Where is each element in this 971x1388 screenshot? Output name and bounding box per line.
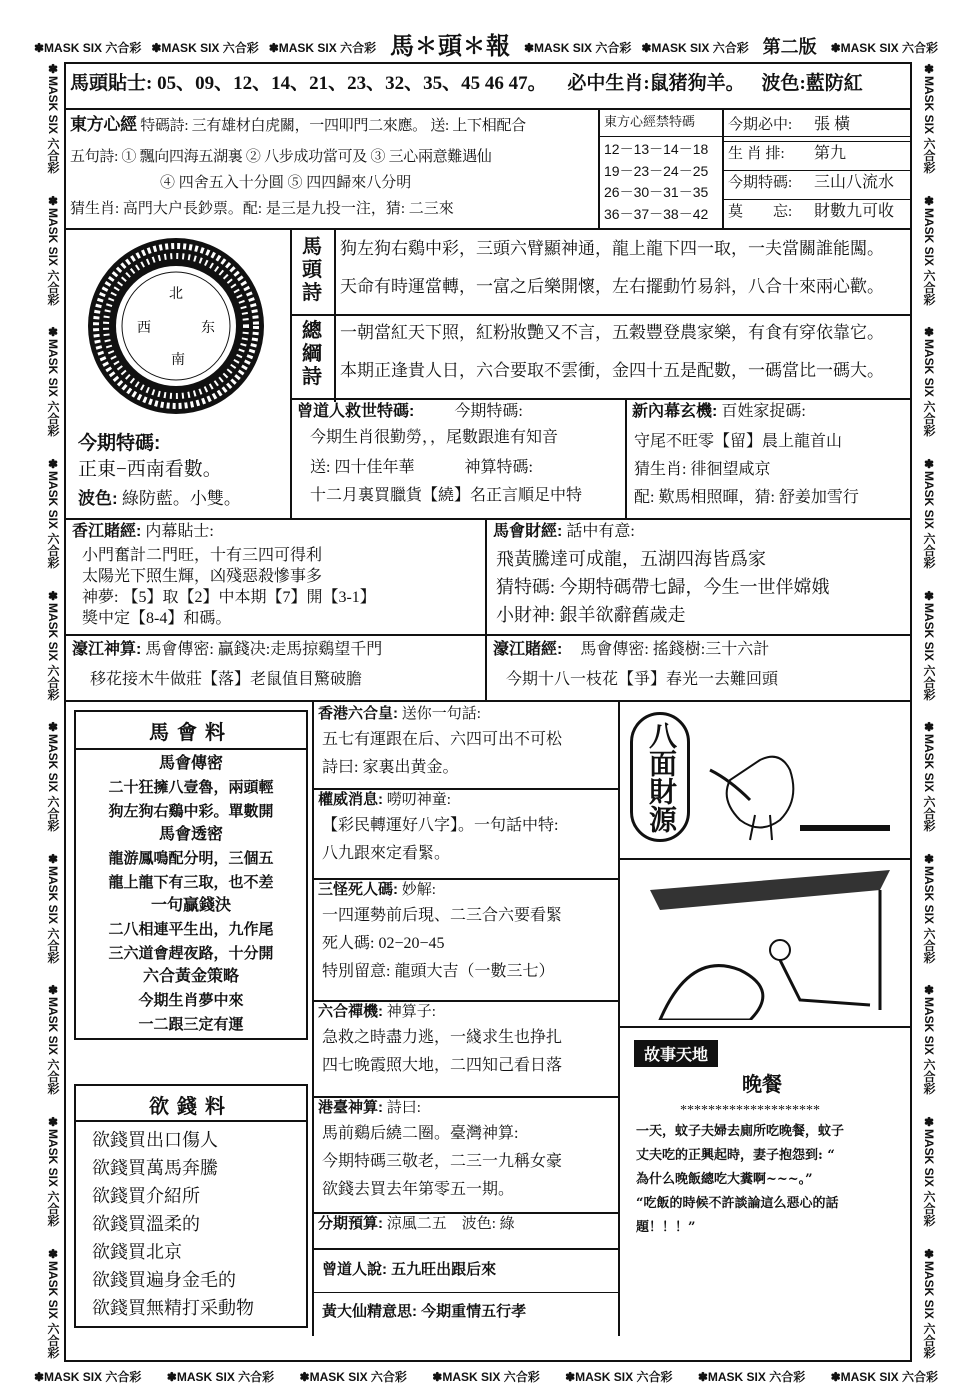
yuqian-line: 欲錢買無精打采動物 [92,1298,254,1318]
frame-text: ✽MASK SIX 六合彩 [268,40,377,55]
poem-label: 總綱詩 [302,320,322,388]
mahui-liao-line: 二十狂擁八壹魯，兩頭輕 [108,778,274,796]
middle-title: 三怪死人碼: [318,881,398,898]
frame-text: ✽MASK SIX 六合彩 [922,1246,936,1358]
middle-line: 死人碼: 02−20−45 [322,935,445,952]
story-line: 為什么晚飯總吃大糞啊~~~。” [636,1172,813,1187]
forbidden-number-row: 19－23－24－25 [604,162,709,179]
poem-line: 狗左狗右鷄中彩，三頭六臂顯神通，龍上龍下四一取，一夫當關誰能闖。 [340,239,884,258]
frame-text: ✽MASK SIX 六合彩 [46,193,60,305]
eastern-guess: 猜生肖: 高門大户長鈔票。配: 是三是九投一注，猜: 二三來 [70,201,454,217]
middle-header [318,704,481,725]
divider [722,141,912,142]
middle-header [318,880,436,901]
side-info-label: 今期必中: [728,117,793,133]
frame-text: ✽MASK SIX 六合彩 [46,62,60,174]
xiangjiang-title: 香江賭經: [72,523,142,540]
mahui-liao-head: 六合黃金策略 [142,968,239,985]
story-divider: ******************** [680,1103,820,1118]
middle-sub: 嘮叨神童: [386,792,451,808]
special-color-label: 波色: [78,489,118,508]
forbidden-number-row: 12－13－14－18 [604,141,709,157]
divider [722,199,912,200]
middle-line: 馬前鷄后繞二圈。臺灣神算: [322,1125,519,1142]
poem-line: 一朝當紅天下照，紅粉妝艷又不言，五穀豐登農家樂，有食有穿依靠它。 [340,323,884,342]
zengdao-sub2: 神算特碼: [464,459,533,476]
mahui-liao-title: 馬會料 [149,722,233,744]
frame-text: ✽MASK SIX 六合彩 [46,588,60,700]
title-char: 報 [486,33,511,60]
story-line: 一天，蚊子夫婦去廁所吃晚餐，蚊子 [636,1124,845,1139]
middle-sub: 妙解: [401,882,436,898]
middle-sub: 送你一句話: [401,706,481,722]
middle-line: 特別留意: 龍頭大吉（一數三七） [322,963,555,980]
xiangjiang-sub: 内幕貼士: [145,523,214,540]
frame-text: ✽MASK SIX 六合彩 [46,1246,60,1358]
frame-text: ✽MASK SIX 六合彩 [46,1115,60,1227]
middle-line: 【彩民轉運好八字】。一句話中特: [322,817,559,834]
frame-text: ✽MASK SIX 六合彩 [46,720,60,832]
haojiang-du-line: 今期十八一枝花【爭】春光一去難回頭 [506,671,779,688]
haojiang-du-title: 濠江賭經: [493,641,563,658]
middle-header [318,790,451,811]
side-info-label: 莫 忘: [728,204,793,220]
frame-right [916,62,938,1358]
eastern-poem [70,114,526,137]
frame-text: ✽MASK SIX 六合彩 [830,1369,938,1384]
middle-line: 五七有運跟在后、六四可出不可松 [322,731,563,748]
frame-text: ✽MASK SIX 六合彩 [34,1369,142,1384]
mahui-liao-head: 馬會傳密 [158,755,223,772]
compass-west: 西 [137,321,151,336]
color-value: 藍防紅 [805,73,863,94]
frame-text: ✽MASK SIX 六合彩 [565,1369,673,1384]
five-label: 五句詩: [70,149,118,165]
five-line-2: ④ 四舍五入十分圓 ⑤ 四四歸來八分明 [160,175,412,191]
frame-text: ✽MASK SIX 六合彩 [46,983,60,1095]
side-info-value: 第九 [814,145,847,162]
special-line: 正東−西南看數。 [78,459,222,480]
middle-title: 分期預算: [318,1215,383,1232]
middle-line: 一四運勢前后現、二三合六要看緊 [322,907,563,924]
frame-text: ✽MASK SIX 六合彩 [46,456,60,569]
yuqian-line: 欲錢買遍身金毛的 [92,1270,236,1290]
zodiac-label: 必中生肖: [567,73,650,94]
mahui-liao-line: 狗左狗右鷄中彩。單數開 [108,802,274,820]
story-title: 晚餐 [742,1074,782,1096]
huangdaxian: 黃大仙精意思: 今期重情五行孝 [322,1303,527,1320]
mahui-cai-title: 馬會財經: [493,523,563,540]
frame-text: ✽MASK SIX 六合彩 [922,456,936,569]
divider [334,230,336,314]
neimu-line: 守尾不旺零【留】晨上龍首山 [634,433,843,450]
frame-text: ✽MASK SIX 六合彩 [697,1369,806,1384]
five-line-1: ① 飄向四海五湖裏 ② 八步成功當可及 ③ 三心兩意難遇仙 [121,149,492,165]
tips-label: 馬頭貼士: [70,73,153,94]
yuqian-line: 欲錢買介紹所 [92,1186,200,1206]
frame-text: ✽MASK SIX 六合彩 [922,62,936,174]
xiangjiang-line: 太陽光下照生輝，凶殘惡殺慘事多 [82,568,323,585]
edition-label: 第二版 [762,37,817,57]
xiangjiang-line: 獎中定【8-4】和碼。 [82,610,232,627]
neimu-sub: 百姓家捉碼: [721,403,806,420]
eastern-title: 東方心經 [70,115,137,134]
haojiang-shen-title: 濠江神算: [72,641,142,658]
side-info-value: 三山八流水 [814,174,895,191]
story-line: 丈夫吃的正興起時，妻子抱怨到: “ [636,1148,835,1163]
frame-text: ✽MASK SIX 六合彩 [922,720,936,832]
middle-line: 八九跟來定看緊。 [322,845,451,862]
frame-top [34,35,938,59]
yuqian-line: 欲錢買出口傷人 [92,1130,218,1150]
mahui-cai-sub: 話中有意: [566,523,635,540]
color-label: 波色: [761,73,806,94]
mahui-liao-panel [74,710,308,1040]
frame-text: ✽MASK SIX 六合彩 [641,40,749,55]
middle-sub: 涼風二五 波色: 綠 [386,1216,515,1232]
xiangjiang-line: 神夢: 【5】取【2】中本期【7】開【3-1】 [82,589,376,606]
frame-text: ✽MASK SIX 六合彩 [830,40,938,55]
frame-text: ✽MASK SIX 六合彩 [922,1115,936,1227]
zengdao-says: 曾道人說: 五九旺出跟后來 [322,1261,497,1278]
frame-bottom [34,1364,938,1388]
tips-numbers: 05、09、12、14、21、23、32、35、45 46 47。 [157,73,547,94]
zodiac-value: 鼠猪狗羊。 [649,73,745,94]
side-info-label: 今期特碼: [728,175,793,191]
frame-text: ✽MASK SIX 六合彩 [432,1369,540,1384]
middle-sub: 神算子: [386,1004,436,1020]
middle-sub: 詩曰: [386,1100,421,1116]
divider [290,314,912,316]
rooster-illustration [700,740,900,850]
mahui-liao-line: 龍上龍下有三取，也不差 [108,873,274,891]
frame-text: ✽MASK SIX 六合彩 [166,1369,275,1384]
eastern-poem-text: 特碼詩: 三有雄材白虎關，一四叩門二來應。 送: 上下相配合 [140,118,526,134]
yuqian-liao-title: 欲錢料 [149,1096,233,1118]
middle-line: 四七晚霞照大地，二四知己看日落 [322,1057,563,1074]
resting-man-illustration [630,870,910,1020]
xiangjiang-line: 小門奮計二門旺，十有三四可得利 [82,547,323,564]
mahui-liao-line: 一二跟三定有運 [138,1015,244,1033]
mahui-liao-line: 龍游鳳鳴配分明，三個五 [108,849,274,867]
title-char: 馬 [390,33,415,60]
mahui-cai-line: 小財神: 銀羊欲辭舊歲走 [496,605,686,625]
frame-text: ✽MASK SIX 六合彩 [34,40,142,55]
bamian-caiyuan-badge: 八面財源 [630,712,690,842]
poem-line: 本期正逢貴人日，六合要取不雲衝，金四十五是配數，一碼當比一碼大。 [340,361,884,380]
middle-header [318,1098,421,1119]
frame-text: ✽MASK SIX 六合彩 [922,193,936,305]
middle-header [318,1002,436,1023]
story-line: 題！！！” [636,1220,696,1235]
frame-left [40,62,62,1358]
mahui-liao-line: 今期生肖夢中來 [138,991,244,1009]
story-line: “吃飯的時候不許談論這么惡心的話 [636,1196,839,1211]
title-char: 頭 [438,33,463,60]
tips-row [70,72,863,97]
side-info-label: 生 肖 排: [728,146,785,162]
middle-title: 香港六合皇: [318,705,398,722]
middle-title: 六合禪機: [318,1003,383,1020]
frame-text: ✽MASK SIX 六合彩 [299,1369,407,1384]
mahui-liao-head: 馬會透密 [158,826,223,843]
compass-north: 北 [169,287,183,302]
mahui-cai-line: 飛黃騰達可成龍，五湖四海皆爲家 [496,549,766,569]
mahui-cai-line: 猜特碼: 今期特碼帶七歸，今生一世伴嫦娥 [496,577,830,597]
zengdao-title: 曾道人救世特碼: [297,403,415,420]
forbidden-number-row: 36－37－38－42 [604,205,709,222]
compass-wheel [86,236,266,416]
middle-title: 港臺神算: [318,1099,383,1116]
zengdao-line: 十二月裏買臘貨【繞】名正言順足中特 [310,487,583,504]
haojiang-shen-sub: 馬會傳密: 贏錢决:走馬掠鷄望千門 [145,641,383,658]
frame-text: ✽MASK SIX 六合彩 [46,325,60,437]
side-info-value: 張 橫 [814,116,851,133]
forbidden-numbers-title: 東方心經禁特碼 [604,114,696,129]
zengdao-line: 今期生肖很勤勞，，尾數跟進有知音 [310,429,559,446]
compass-south: 南 [171,353,185,368]
middle-line: 今期特碼三敬老，二三一九稱女豪 [322,1153,563,1170]
special-color: 綠防藍。小雙。 [121,489,241,508]
side-info-value: 財數九可收 [814,203,895,220]
middle-line: 欲錢去買去年第零五一期。 [322,1181,515,1198]
mahui-liao-line: 二八相連平生出，九作尾 [108,920,274,938]
special-title: 今期特碼: [78,433,161,454]
neimu-line: 配: 歎馬相照暉，猜: 舒姜加雪行 [634,489,859,506]
frame-text: ✽MASK SIX 六合彩 [523,40,632,55]
zengdao-sub: 今期特碼: [454,403,523,420]
haojiang-du-sub: 馬會傳密: 搖錢樹:三十六計 [580,641,770,658]
yuqian-line: 欲錢買北京 [92,1242,182,1262]
forbidden-number-row: 26－30－31－35 [604,184,709,200]
yuqian-line: 欲錢買萬馬奔騰 [92,1158,218,1178]
mahui-liao-head: 一句贏錢決 [150,897,231,914]
frame-text: ✽MASK SIX 六合彩 [922,851,936,964]
middle-line: 急救之時盡力逃，一綫求生也挣扎 [322,1029,563,1046]
frame-text: ✽MASK SIX 六合彩 [922,325,936,437]
frame-text: ✽MASK SIX 六合彩 [46,851,60,964]
yuqian-line: 欲錢買溫柔的 [92,1214,200,1234]
neimu-line: 猜生肖: 徘徊望咸京 [634,461,771,478]
divider [334,314,336,402]
poem-line: 天命有時運當轉，一富之后樂開懷，左右擺動竹易斜，八合十來兩心歡。 [340,277,884,296]
frame-text: ✽MASK SIX 六合彩 [922,983,936,1095]
divider [312,1248,618,1250]
five-lines [70,148,491,168]
middle-header [318,1214,515,1235]
divider [722,170,912,171]
neimu-title: 新內幕玄機: [632,403,718,420]
story-tag: 故事天地 [634,1040,718,1067]
frame-text: ✽MASK SIX 六合彩 [151,40,259,55]
compass-east: 东 [201,321,215,336]
middle-title: 權威消息: [318,791,383,808]
frame-text: ✽MASK SIX 六合彩 [922,588,936,700]
zengdao-line: 送: 四十佳年華 [310,459,415,476]
yuqian-liao-panel [74,1084,308,1328]
haojiang-shen-line: 移花接木牛做莊【落】老鼠值目驚破膽 [90,671,363,688]
poem-label: 馬頭詩 [302,236,322,304]
masthead-title: 馬✽頭✽報 [390,33,511,60]
middle-line: 詩曰: 家裏出黄金。 [322,759,459,776]
mahui-liao-line: 三六道會趕夜路，十分開 [108,944,274,962]
